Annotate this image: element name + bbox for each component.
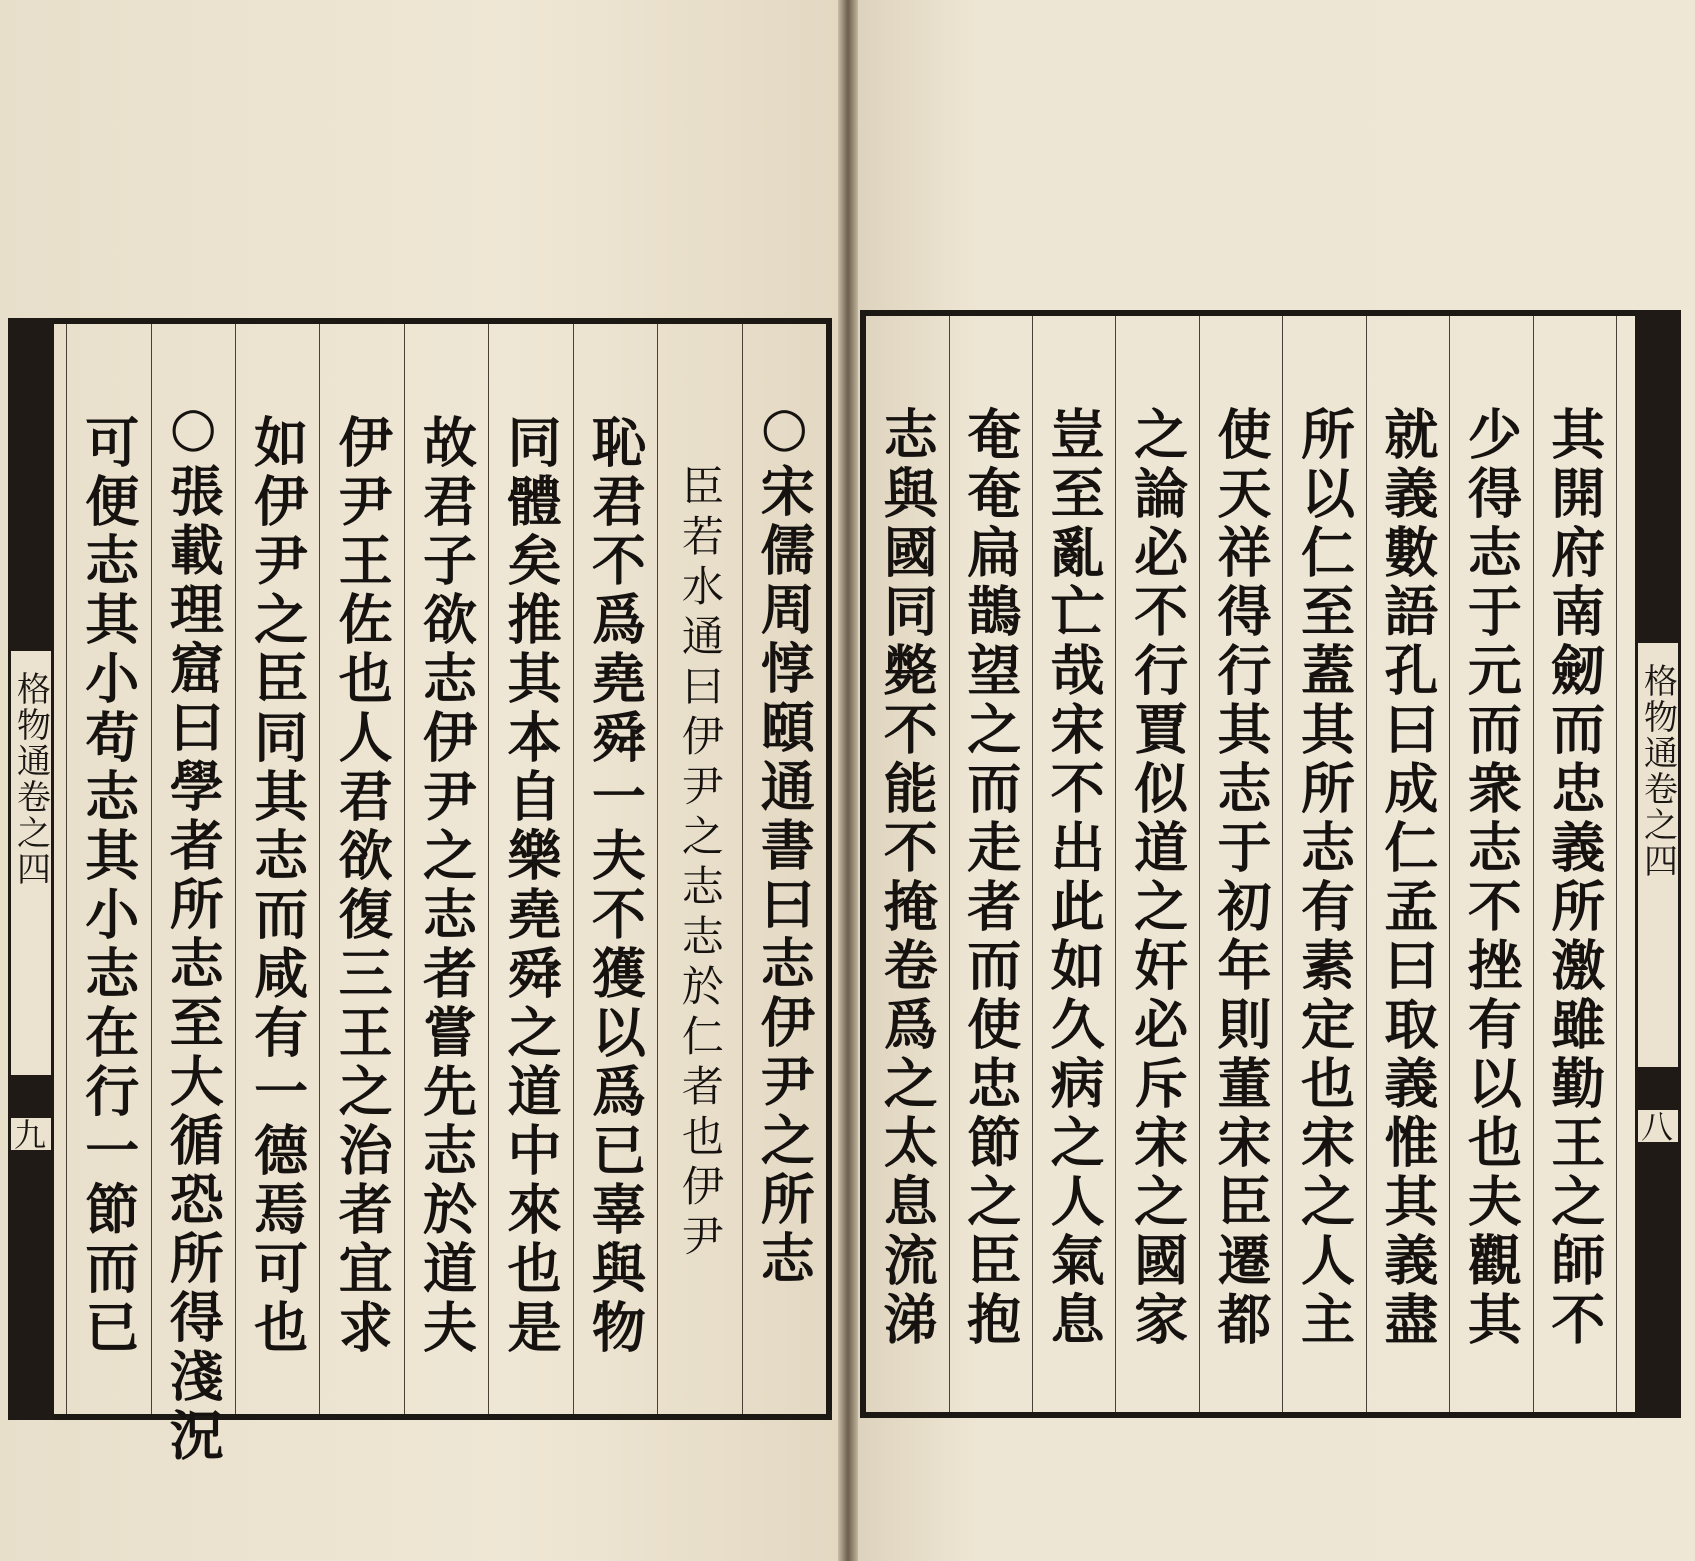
text-column bbox=[949, 316, 1032, 1412]
text-column bbox=[742, 324, 826, 1414]
column-text: 之論必不行賈似道之奸必斥宋之國家 bbox=[1125, 406, 1190, 1350]
column-text: 少得志于元而衆志不挫有以也夫觀其 bbox=[1459, 406, 1524, 1350]
text-column bbox=[866, 316, 948, 1412]
right-page bbox=[852, 0, 1695, 1561]
text-column bbox=[66, 324, 150, 1414]
right-folio-number: 八 bbox=[1638, 1110, 1678, 1142]
column-text: 就義數語孔曰成仁孟曰取義惟其義盡 bbox=[1375, 406, 1440, 1350]
text-column bbox=[657, 324, 741, 1414]
text-column bbox=[1282, 316, 1365, 1412]
text-column bbox=[1115, 316, 1198, 1412]
left-page-columns bbox=[14, 324, 826, 1466]
text-column bbox=[488, 324, 572, 1414]
column-text: 志與國同斃不能不掩卷爲之太息流涕 bbox=[875, 406, 940, 1350]
column-text: 同體矣推其本自樂堯舜之道中來也是 bbox=[498, 414, 563, 1358]
text-column bbox=[235, 324, 319, 1414]
column-text: 故君子欲志伊尹之志者嘗先志於道夫 bbox=[414, 414, 479, 1358]
left-page-frame bbox=[8, 318, 832, 1466]
column-text: 奄奄扁鵲望之而走者而使忠節之臣抱 bbox=[958, 406, 1023, 1350]
left-edge-title: 格物通卷之四 bbox=[11, 648, 51, 1078]
column-text: 其開府南劒而忠義所激雖勤王之師不 bbox=[1542, 406, 1607, 1350]
column-text: 所以仁至蓋其所志有素定也宋之人主 bbox=[1292, 406, 1357, 1350]
text-column bbox=[573, 324, 657, 1414]
text-column bbox=[1366, 316, 1449, 1412]
book-gutter bbox=[838, 0, 858, 1561]
column-text: 可便志其小苟志其小志在行一節而已 bbox=[76, 414, 141, 1358]
right-page-frame bbox=[860, 310, 1680, 1418]
text-column bbox=[1449, 316, 1532, 1412]
text-column bbox=[319, 324, 403, 1414]
left-page bbox=[0, 0, 846, 1561]
text-column bbox=[151, 324, 235, 1466]
right-fore-edge bbox=[1635, 310, 1681, 1418]
right-edge-title: 格物通卷之四 bbox=[1638, 640, 1678, 1070]
left-folio-number: 九 bbox=[11, 1118, 51, 1150]
column-text: 使天祥得行其志于初年則董宋臣遷都 bbox=[1209, 406, 1274, 1350]
column-text: 伊尹王佐也人君欲復三王之治者宜求 bbox=[330, 414, 395, 1358]
text-column bbox=[1199, 316, 1282, 1412]
left-fore-edge bbox=[8, 318, 54, 1420]
column-text: 豈至亂亡哉宋不出此如久病之人氣息 bbox=[1042, 406, 1107, 1350]
column-text: 臣若水通曰伊尹之志志於仁者也伊尹 bbox=[675, 464, 725, 1264]
column-text: ○張載理窟曰學者所志至大循恐所得淺況 bbox=[161, 394, 226, 1466]
column-text: 恥君不爲堯舜一夫不獲以爲已辜與物 bbox=[583, 414, 648, 1358]
column-text: 如伊尹之臣同其志而咸有一德焉可也 bbox=[245, 414, 310, 1358]
right-page-columns bbox=[866, 316, 1674, 1412]
column-text: ○宋儒周惇頤通書曰志伊尹之所志 bbox=[752, 394, 817, 1289]
text-column bbox=[1533, 316, 1616, 1412]
text-column bbox=[404, 324, 488, 1414]
text-column bbox=[1032, 316, 1115, 1412]
